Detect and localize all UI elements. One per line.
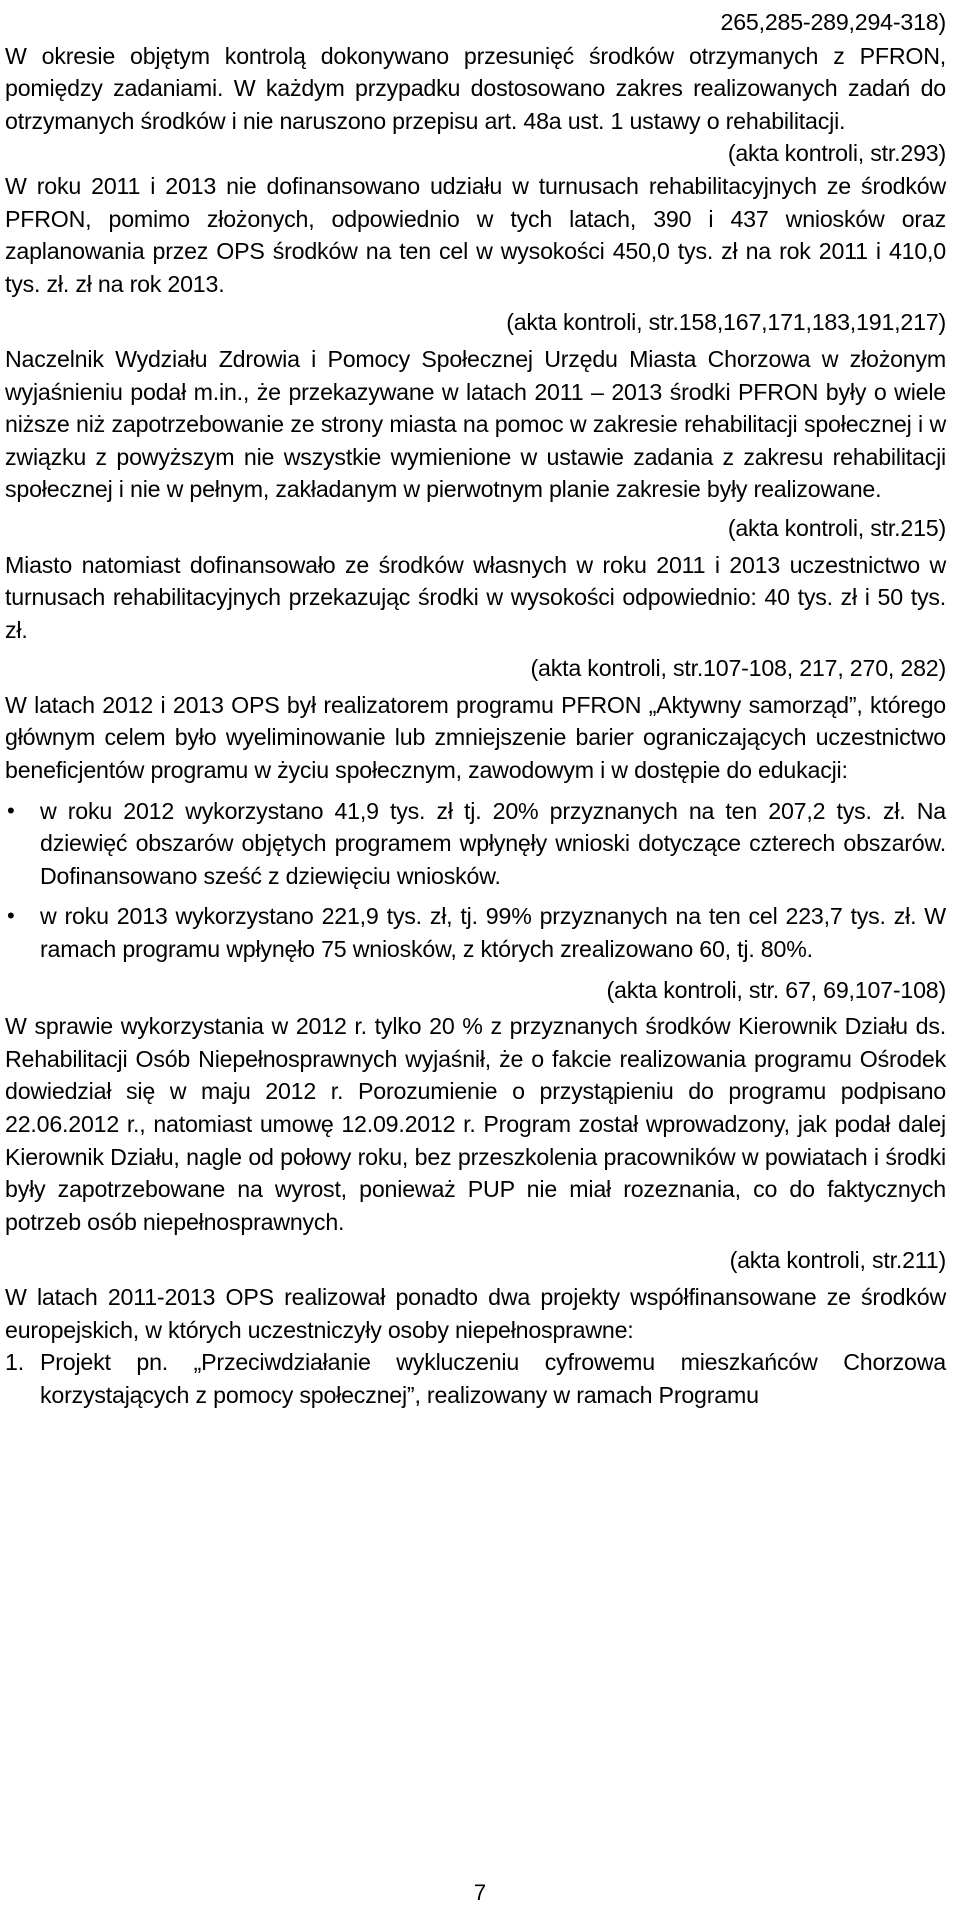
reference-note: (akta kontroli, str.107-108, 217, 270, 282) [530, 655, 946, 682]
paragraph-pfron-transfers: W okresie objętym kontrolą dokonywano przesunięć środków otrzymanych z PFRON, pomiędzy zadaniami. W każdym przypadku dostosowano zakres realizowanych zadań do otrzymanych środków i nie naruszono przepisu art. 48a ust. 1 ustawy o rehabilitacji. [5, 42, 946, 134]
paragraph-city-funding: Miasto natomiast dofinansowało ze środków własnych w roku 2011 i 2013 uczestnictwo w turnusach rehabilitacyjnych przekazując środki w wysokości odpowiednio: 40 tys. zł i 50 tys. zł. [5, 551, 946, 643]
bullet-icon: • [7, 797, 15, 823]
paragraph-naczelnik-explanation: Naczelnik Wydziału Zdrowia i Pomocy Społecznej Urzędu Miasta Chorzowa w złożonym wyjaśnieniu podał m.in., że przekazywane w latach 2011 – 2013 środki PFRON były o wiele niższe niż zapotrzebowanie ze strony miasta na pomoc w zakresie rehabilitacji społecznej i w związku z powyższym nie wszystkie wymienione w ustawie zadania z zakresu rehabilitacji społecznej i nie w pełnym, zakładanym w pierwotnym planie zakresie były realizowane. [5, 345, 946, 503]
paragraph-turnusy-2011-2013: W roku 2011 i 2013 nie dofinansowano udziału w turnusach rehabilitacyjnych ze środków PFRON, pomimo złożonych, odpowiednio w tych latach, 390 i 437 wniosków oraz zaplanowania przez OPS środków na ten cel w wysokości 450,0 tys. zł na rok 2011 i 410,0 tys. zł. zł na rok 2013. [5, 172, 946, 297]
bullet-icon: • [7, 903, 15, 929]
list-item: 1. Projekt pn. „Przeciwdziałanie wykluczeniu cyfrowemu mieszkańców Chorzowa korzystających z pomocy społecznej”, realizowany w ramach Programu [5, 1349, 946, 1408]
reference-note: (akta kontroli, str. 67, 69,107-108) [606, 976, 946, 1003]
list-item: • w roku 2013 wykorzystano 221,9 tys. zł, tj. 99% przyznanych na ten cel 223,7 tys. zł. W ramach programu wpłynęło 75 wniosków, z których zrealizowano 60, tj. 80%. [5, 900, 946, 965]
reference-note: (akta kontroli, str.293) [727, 140, 946, 167]
numbered-list [5, 1346, 946, 1411]
reference-note: (akta kontroli, str.215) [727, 514, 946, 541]
list-item: • w roku 2012 wykorzystano 41,9 tys. zł tj. 20% przyznanych na ten 207,2 tys. zł. Na dziewięć obszarów objętych programem wpłynęły wnioski dotyczące czterech obszarów. Dofinansowano sześć z dziewięciu wniosków. [5, 795, 946, 893]
bullet-list [5, 795, 946, 966]
paragraph-eu-projects: W latach 2011-2013 OPS realizował ponadto dwa projekty współfinansowane ze środków europejskich, w których uczestniczyły osoby niepełnosprawne: [5, 1283, 946, 1343]
reference-note: (akta kontroli, str.211) [729, 1247, 946, 1274]
paragraph-2012-explanation: W sprawie wykorzystania w 2012 r. tylko 20 % z przyznanych środków Kierownik Działu ds. Rehabilitacji Osób Niepełnosprawnych wyjaśnił, że o fakcie realizowania programu Ośrodek dowiedział się w maju 2012 r. Porozumienie o przystąpieniu do programu podpisano 22.06.2012 r., natomiast umowę 12.09.2012 r. Program został wprowadzony, jak podał dalej Kierownik Działu, nagle od połowy roku, bez przeszkolenia pracowników w powiatach i środki były zapotrzebowane na wyrost, ponieważ PUP nie miał rozeznania, co do faktycznych potrzeb osób niepełnosprawnych. [5, 1013, 946, 1235]
reference-note: (akta kontroli, str.158,167,171,183,191,217) [506, 309, 946, 336]
paragraph-aktywny-samorzad: W latach 2012 i 2013 OPS był realizatorem programu PFRON „Aktywny samorząd”, którego głównym celem było wyeliminowanie lub zmniejszenie barier ograniczających uczestnictwo beneficjentów programu w życiu społecznym, zawodowym i w dostępie do edukacji: [5, 691, 946, 784]
page-number: 7 [473, 1880, 487, 1905]
header-reference: 265,285-289,294-318) [720, 9, 946, 35]
